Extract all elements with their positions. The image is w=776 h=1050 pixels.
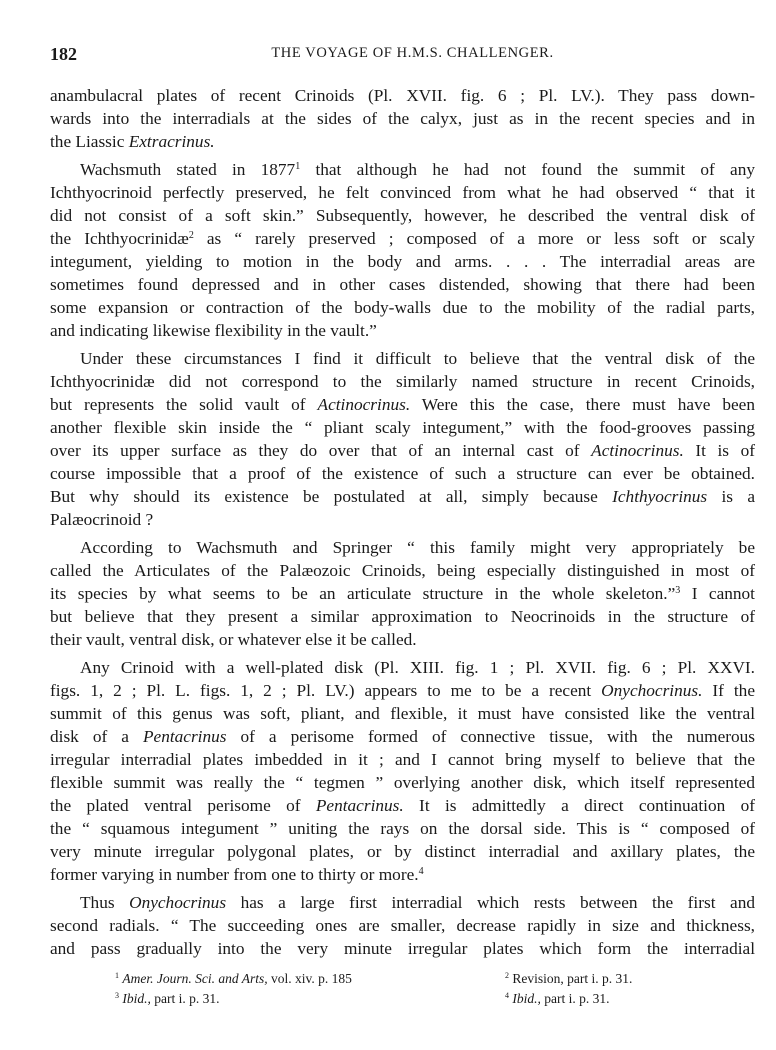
- text-run: It is of: [683, 441, 755, 460]
- text-line: [50, 679, 755, 702]
- text-run: Wachsmuth stated in 1877: [80, 160, 296, 179]
- italic-text: Onychocrinus.: [601, 681, 703, 700]
- italic-text: Ibid.,: [512, 991, 541, 1006]
- footnote-4: [505, 989, 632, 1009]
- text-line: [50, 250, 755, 273]
- text-run: but believe that they present a similar approximation to Neocrinoids in the structure of: [50, 607, 755, 626]
- text-run: If the: [702, 681, 755, 700]
- text-run: the Liassic: [50, 132, 129, 151]
- text-line: [50, 439, 755, 462]
- text-run: and pass gradually into the very minute irregular plates which form the interradial: [50, 939, 755, 958]
- text-line: [50, 393, 755, 416]
- text-line: [50, 273, 755, 296]
- text-line: [50, 370, 755, 393]
- text-run: second radials. “ The succeeding ones are smaller, decrease rapidly in size and thickness,: [50, 916, 755, 935]
- footnote-ref: 1: [295, 161, 301, 172]
- text-line: [50, 914, 755, 937]
- footnote-ref: 4: [418, 866, 424, 877]
- text-run: former varying in number from one to thirty or more.: [50, 865, 419, 884]
- text-run: Revision, part i. p. 31.: [512, 971, 633, 986]
- text-line: [50, 582, 755, 605]
- footnote-3: [115, 989, 352, 1009]
- text-line: [50, 416, 755, 439]
- text-run: is a: [707, 487, 755, 506]
- italic-text: Actinocrinus.: [591, 441, 684, 460]
- italic-text: Extracrinus.: [128, 132, 215, 151]
- footnote-1: [115, 969, 352, 989]
- text-run: over its upper surface as they do over that of an internal cast of: [50, 441, 592, 460]
- text-line: [50, 485, 755, 508]
- text-line: [50, 891, 755, 914]
- text-run: did not consist of a soft skin.” Subsequently, however, he described the ventral disk of: [50, 206, 755, 225]
- text-run: anambulacral plates of recent Crinoids (Pl. XVII. fig. 6 ; Pl. LV.). They pass down-: [50, 86, 755, 105]
- text-run: sometimes found depressed and in other cases distended, showing that there had been: [50, 275, 755, 294]
- footnote-mark: 3: [115, 991, 119, 1000]
- text-run: of a perisome formed of connective tissue, with the numerous: [226, 727, 755, 746]
- text-run: But why should its existence be postulated at all, simply because: [50, 487, 613, 506]
- italic-text: Pentacrinus: [142, 727, 227, 746]
- italic-text: Amer. Journ. Sci. and Arts,: [122, 971, 268, 986]
- footnote-2: [505, 969, 632, 989]
- italic-text: Ibid.,: [122, 991, 151, 1006]
- page-header: [50, 44, 755, 68]
- footnote-mark: 1: [115, 971, 119, 980]
- text-run: flexible summit was really the “ tegmen ” overlying another disk, which itself represented: [50, 773, 755, 792]
- text-line: [50, 771, 755, 794]
- text-line: [50, 462, 755, 485]
- text-run: Any Crinoid with a well-plated disk (Pl. XIII. fig. 1 ; Pl. XVII. fig. 6 ; Pl. XXVI.: [80, 658, 755, 677]
- text-run: as “ rarely preserved ; composed of a more or less soft or scaly: [193, 229, 755, 248]
- text-run: and indicating likewise flexibility in the vault.”: [50, 321, 377, 340]
- text-line: [50, 748, 755, 771]
- text-run: irregular interradial plates imbedded in it ; and I cannot bring myself to believe that the: [50, 750, 755, 769]
- body-text: [50, 84, 755, 965]
- footnotes-left: [115, 969, 352, 1009]
- text-run: part i. p. 31.: [540, 991, 610, 1006]
- footnotes-right: [505, 969, 632, 1009]
- text-run: Were this the case, there must have been: [410, 395, 755, 414]
- text-run: Ichthyocrinidæ did not correspond to the similarly named structure in recent Crinoids,: [50, 372, 755, 391]
- text-line: [50, 158, 755, 181]
- text-line: [50, 628, 755, 651]
- paragraph: [50, 84, 755, 153]
- footnote-ref: 3: [675, 585, 681, 596]
- text-line: [50, 347, 755, 370]
- text-run: part i. p. 31.: [150, 991, 220, 1006]
- text-line: [50, 559, 755, 582]
- text-run: disk of a: [50, 727, 143, 746]
- text-line: [50, 508, 755, 531]
- italic-text: Ichthyocrinus: [612, 487, 708, 506]
- page-number: 182: [50, 44, 77, 64]
- text-run: their vault, ventral disk, or whatever else it be called.: [50, 630, 417, 649]
- text-line: [50, 817, 755, 840]
- text-run: some expansion or contraction of the body-walls due to the mobility of the radial parts,: [50, 298, 755, 317]
- text-run: the “ squamous integument ” uniting the rays on the dorsal side. This is “ composed of: [50, 819, 755, 838]
- text-line: [50, 536, 755, 559]
- text-line: [50, 794, 755, 817]
- paragraph: [50, 536, 755, 651]
- text-run: It is admittedly a direct continuation of: [403, 796, 755, 815]
- text-run: Thus: [80, 893, 130, 912]
- text-run: has a large first interradial which rests between the first and: [226, 893, 755, 912]
- text-run: the Ichthyocrinidæ: [50, 229, 189, 248]
- italic-text: Onychocrinus: [129, 893, 227, 912]
- footnote-mark: 4: [505, 991, 509, 1000]
- text-run: Ichthyocrinoid perfectly preserved, he felt convinced from what he had observed “ that it: [50, 183, 755, 202]
- text-line: [50, 227, 755, 250]
- text-run: Palæocrinoid ?: [50, 510, 154, 529]
- text-run: vol. xiv. p. 185: [267, 971, 352, 986]
- text-run: I cannot: [680, 584, 755, 603]
- text-line: [50, 181, 755, 204]
- paragraph: [50, 891, 755, 960]
- text-line: [50, 296, 755, 319]
- text-line: [50, 725, 755, 748]
- text-line: [50, 130, 755, 153]
- text-run: summit of this genus was soft, pliant, and flexible, it must have consisted like the ventral: [50, 704, 755, 723]
- text-line: [50, 937, 755, 960]
- footnote-mark: 2: [505, 971, 509, 980]
- text-line: [50, 863, 755, 886]
- paragraph: [50, 656, 755, 886]
- text-run: another flexible skin inside the “ pliant scaly integument,” with the food-grooves passing: [50, 418, 755, 437]
- text-run: its species by what seems to be an articulate structure in the whole skeleton.”: [50, 584, 676, 603]
- text-run: very minute irregular polygonal plates, or by distinct interradial and axillary plates, the: [50, 842, 755, 861]
- text-line: [50, 319, 755, 342]
- text-line: [50, 840, 755, 863]
- paragraph: [50, 347, 755, 531]
- text-run: wards into the interradials at the sides of the calyx, just as in the recent species and in: [50, 109, 755, 128]
- footnote-ref: 2: [188, 230, 194, 241]
- text-run: figs. 1, 2 ; Pl. L. figs. 1, 2 ; Pl. LV.) appears to me to be a recent: [50, 681, 602, 700]
- running-title: THE VOYAGE OF H.M.S. CHALLENGER.: [271, 45, 554, 61]
- text-run: called the Articulates of the Palæozoic Crinoids, being especially distinguished in most of: [50, 561, 755, 580]
- text-line: [50, 702, 755, 725]
- text-run: the plated ventral perisome of: [50, 796, 316, 815]
- text-run: integument, yielding to motion in the body and arms. . . . The interradial areas are: [50, 252, 755, 271]
- text-run: that although he had not found the summit of any: [300, 160, 755, 179]
- text-line: [50, 84, 755, 107]
- text-run: but represents the solid vault of: [50, 395, 318, 414]
- paragraph: [50, 158, 755, 342]
- text-run: course impossible that a proof of the existence of such a structure can ever be obtained.: [50, 464, 755, 483]
- text-run: Under these circumstances I find it difficult to believe that the ventral disk of the: [80, 349, 755, 368]
- italic-text: Actinocrinus.: [317, 395, 411, 414]
- text-line: [50, 656, 755, 679]
- text-line: [50, 605, 755, 628]
- text-run: According to Wachsmuth and Springer “ this family might very appropriately be: [80, 538, 755, 557]
- text-line: [50, 204, 755, 227]
- text-line: [50, 107, 755, 130]
- italic-text: Pentacrinus.: [315, 796, 404, 815]
